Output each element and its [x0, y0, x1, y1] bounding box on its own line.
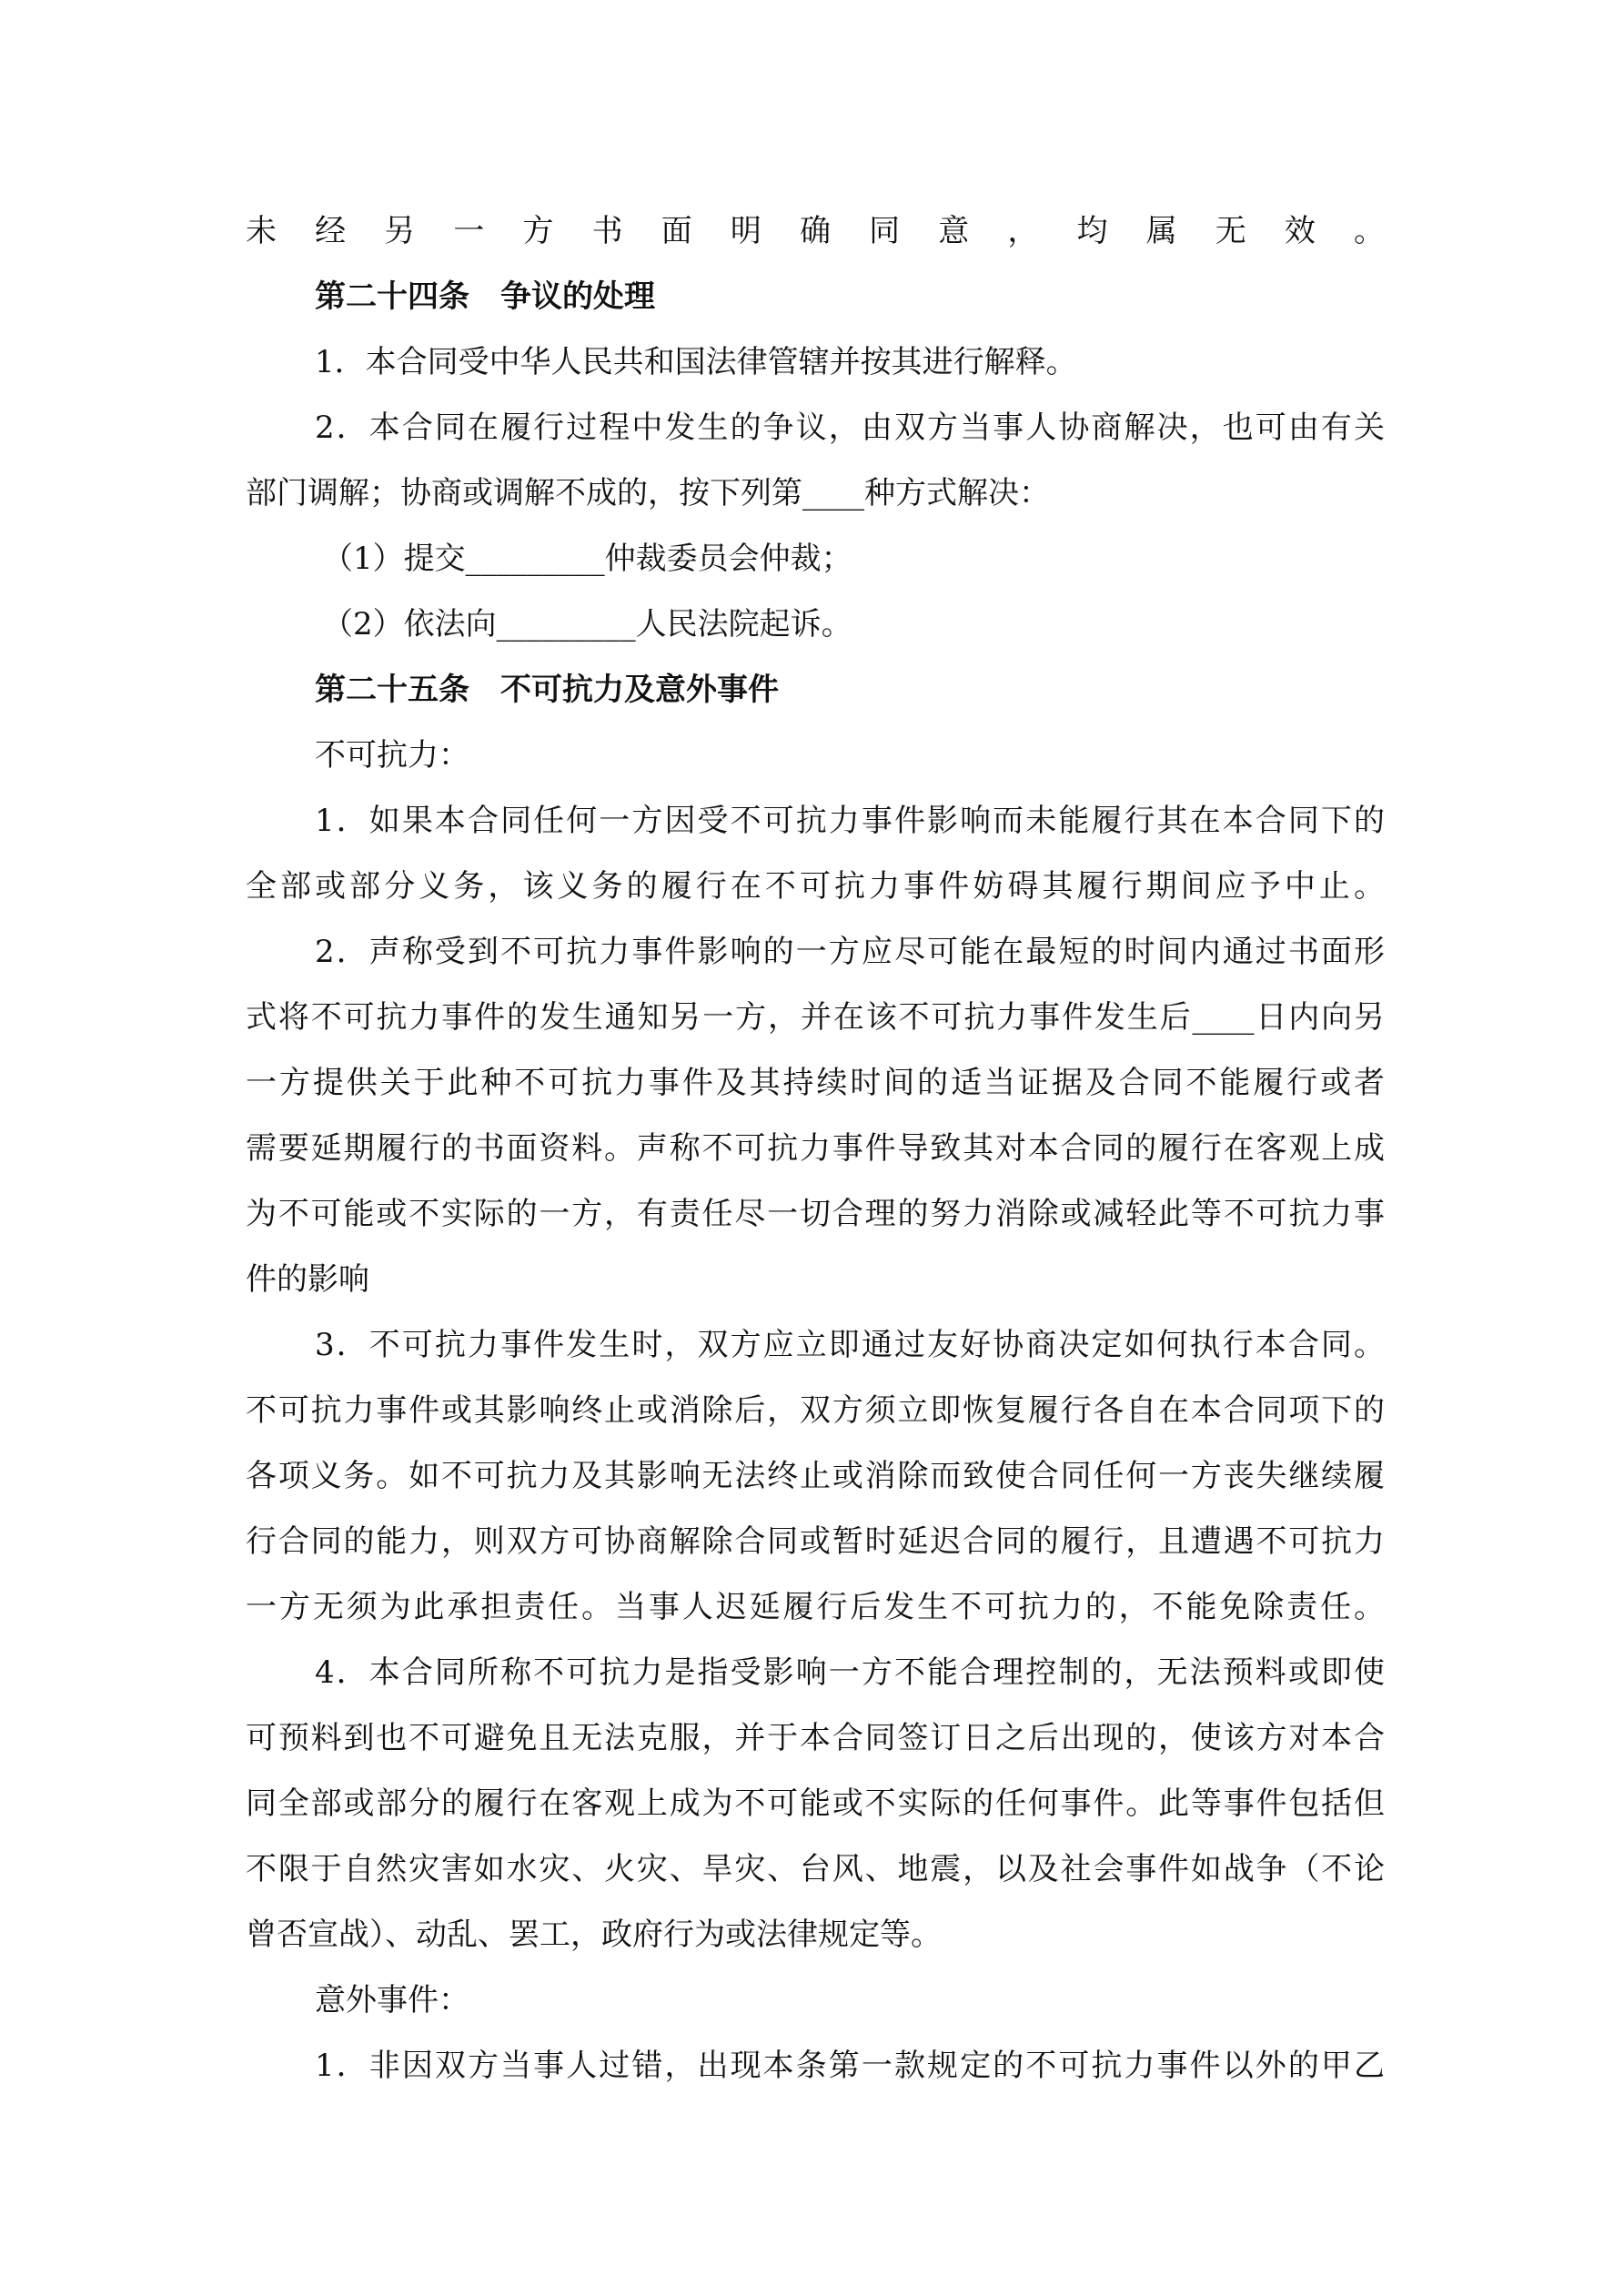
text-line: 不限于自然灾害如水灾、火灾、旱灾、台风、地震，以及社会事件如战争（不论 — [246, 1851, 1385, 1887]
text-line: 一方无须为此承担责任。当事人迟延履行后发生不可抗力的，不能免除责任。 — [246, 1589, 1385, 1625]
text-line: 同全部或部分的履行在客观上成为不可能或不实际的任何事件。此等事件包括但 — [246, 1785, 1385, 1822]
text-line: 可预料到也不可避免且无法克服，并于本合同签订日之后出现的，使该方对本合 — [246, 1720, 1385, 1756]
text-line: 2．声称受到不可抗力事件影响的一方应尽可能在最短的时间内通过书面形 — [315, 934, 1385, 970]
text-line: 一方提供关于此种不可抗力事件及其持续时间的适当证据及合同不能履行或者 — [246, 1065, 1385, 1101]
text-line: 不可抗力事件或其影响终止或消除后，双方须立即恢复履行各自在本合同项下的 — [246, 1392, 1385, 1429]
text-line: 式将不可抗力事件的发生通知另一方，并在该不可抗力事件发生后____日内向另 — [246, 999, 1385, 1036]
text-line: 1．如果本合同任何一方因受不可抗力事件影响而未能履行其在本合同下的 — [315, 803, 1385, 839]
text-line: 部门调解；协商或调解不成的，按下列第____种方式解决： — [246, 475, 1050, 511]
text-line: 未经另一方书面明确同意，均属无效。 — [246, 213, 1385, 249]
section-label: 意外事件： — [315, 1982, 469, 2018]
text-line: 各项义务。如不可抗力及其影响无法终止或消除而致使合同任何一方丧失继续履 — [246, 1458, 1385, 1494]
document-page — [246, 198, 1385, 2099]
text-line: （1）提交_________仲裁委员会仲裁； — [322, 541, 852, 577]
text-line: （2）依法向_________人民法院起诉。 — [322, 606, 852, 642]
text-line: 1．本合同受中华人民共和国法律管辖并按其进行解释。 — [315, 344, 1077, 380]
text-line: 2．本合同在履行过程中发生的争议，由双方当事人协商解决，也可由有关 — [315, 410, 1385, 446]
text-line: 行合同的能力，则双方可协商解除合同或暂时延迟合同的履行，且遭遇不可抗力 — [246, 1523, 1385, 1560]
text-line: 1．非因双方当事人过错，出现本条第一款规定的不可抗力事件以外的甲乙 — [315, 2048, 1385, 2084]
text-line: 件的影响 — [246, 1261, 369, 1298]
text-line: 3．不可抗力事件发生时，双方应立即通过友好协商决定如何执行本合同。 — [315, 1327, 1385, 1363]
article-heading: 第二十五条 不可抗力及意外事件 — [315, 672, 779, 708]
text-line: 4．本合同所称不可抗力是指受影响一方不能合理控制的，无法预料或即使 — [315, 1654, 1385, 1691]
text-line: 需要延期履行的书面资料。声称不可抗力事件导致其对本合同的履行在客观上成 — [246, 1130, 1385, 1167]
article-heading: 第二十四条 争议的处理 — [315, 278, 655, 315]
section-label: 不可抗力： — [315, 737, 469, 774]
text-line: 为不可能或不实际的一方，有责任尽一切合理的努力消除或减轻此等不可抗力事 — [246, 1196, 1385, 1232]
text-line: 全部或部分义务，该义务的履行在不可抗力事件妨碍其履行期间应予中止。 — [246, 868, 1385, 905]
text-line: 曾否宣战）、动乱、罢工，政府行为或法律规定等。 — [246, 1917, 942, 1953]
